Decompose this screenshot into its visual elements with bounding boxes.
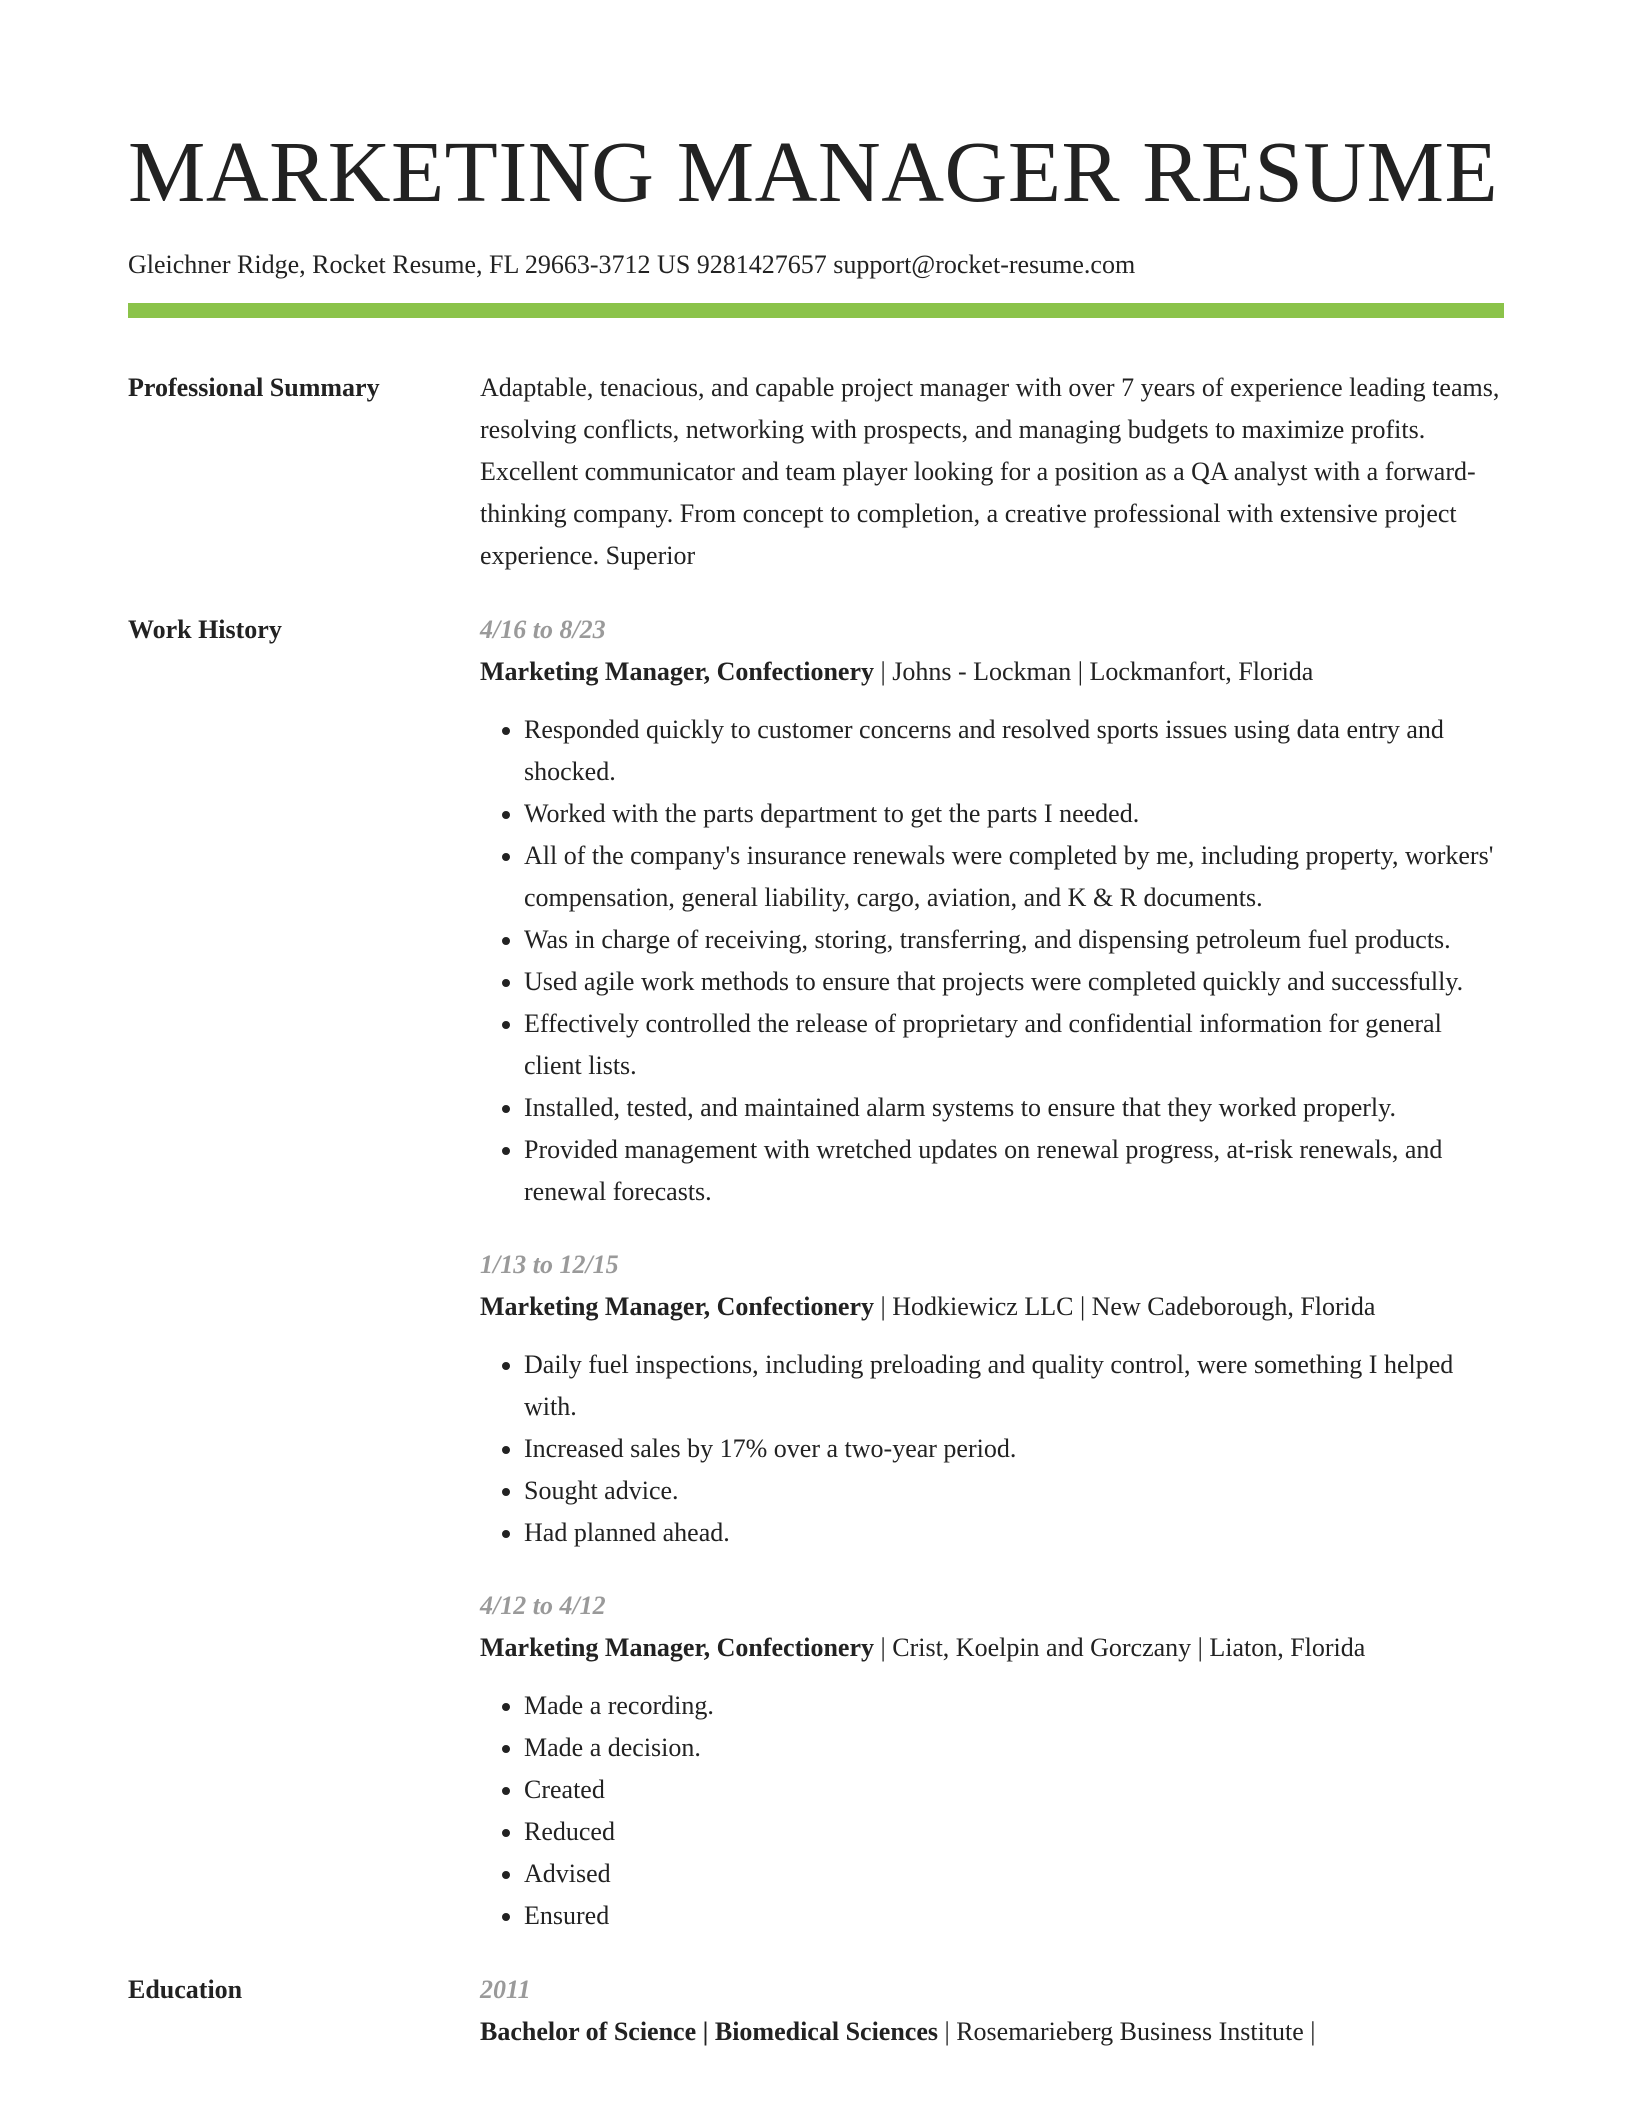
job-title: Marketing Manager, Confectionery: [480, 1292, 875, 1321]
contact-info: Gleichner Ridge, Rocket Resume, FL 29663-3712 US 9281427657 support@rocket-resume.com: [128, 250, 1136, 279]
header-divider: [128, 303, 1504, 318]
list-item: • Worked with the parts department to get the parts I needed.: [524, 793, 1504, 835]
education-section: [128, 1969, 1504, 2053]
job-title: Marketing Manager, Confectionery: [480, 1633, 875, 1662]
job-bullets: [480, 1685, 1504, 1937]
job-heading: [480, 1627, 1504, 1669]
list-item: • Installed, tested, and maintained alarm systems to ensure that they worked properly.: [524, 1087, 1504, 1129]
professional-summary-section: [128, 367, 1504, 577]
list-item: • Advised: [524, 1853, 1504, 1895]
list-item: • All of the company's insurance renewals were completed by me, including property, workers' compensation, general liability, cargo, aviation, and K & R documents.: [524, 835, 1504, 919]
job-employer-location: | Hodkiewicz LLC | New Cadeborough, Florida: [874, 1292, 1376, 1321]
job-heading: [480, 651, 1504, 693]
job-entry: [480, 1585, 1504, 1937]
list-item: • Made a recording.: [524, 1685, 1504, 1727]
resume-title: MARKETING MANAGER RESUME: [128, 123, 1499, 220]
list-item: • Responded quickly to customer concerns and resolved sports issues using data entry and shocked.: [524, 709, 1504, 793]
list-item: • Used agile work methods to ensure that projects were completed quickly and successfully.: [524, 961, 1504, 1003]
section-label-work: Work History: [128, 615, 282, 644]
job-entry: [480, 1244, 1504, 1554]
list-item: • Sought advice.: [524, 1470, 1504, 1512]
list-item: • Was in charge of receiving, storing, transferring, and dispensing petroleum fuel products.: [524, 919, 1504, 961]
list-item: • Created: [524, 1769, 1504, 1811]
job-entry: [480, 609, 1504, 1213]
job-dates: 4/12 to 4/12: [480, 1591, 606, 1620]
job-bullets: [480, 709, 1504, 1213]
work-history-section: [128, 609, 1504, 1937]
job-heading: [480, 1286, 1504, 1328]
education-heading: [480, 2011, 1504, 2053]
education-year: 2011: [480, 1975, 531, 2004]
list-item: • Daily fuel inspections, including preloading and quality control, were something I helped with.: [524, 1344, 1504, 1428]
work-history-body: [480, 609, 1504, 1937]
education-body: [480, 1969, 1504, 2053]
list-item: • Ensured: [524, 1895, 1504, 1937]
summary-text: Adaptable, tenacious, and capable project manager with over 7 years of experience leading teams, resolving conflicts, networking with prospects, and managing budgets to maximize profits. Excellent communicator and team player looking for a position as a QA analyst with a forward-thinking company. From concept to completion, a creative professional with extensive project experience. Superior: [480, 373, 1500, 570]
degree-title: Bachelor of Science | Biomedical Sciences: [480, 2017, 938, 2046]
job-employer-location: | Crist, Koelpin and Gorczany | Liaton, Florida: [874, 1633, 1366, 1662]
section-label-summary: Professional Summary: [128, 373, 380, 402]
job-dates: 1/13 to 12/15: [480, 1250, 619, 1279]
job-dates: 4/16 to 8/23: [480, 615, 606, 644]
list-item: • Increased sales by 17% over a two-year period.: [524, 1428, 1504, 1470]
school-name: | Rosemarieberg Business Institute |: [938, 2017, 1316, 2046]
job-bullets: [480, 1344, 1504, 1554]
list-item: • Made a decision.: [524, 1727, 1504, 1769]
list-item: • Had planned ahead.: [524, 1512, 1504, 1554]
list-item: • Provided management with wretched updates on renewal progress, at-risk renewals, and renewal forecasts.: [524, 1129, 1504, 1213]
list-item: • Reduced: [524, 1811, 1504, 1853]
job-employer-location: | Johns - Lockman | Lockmanfort, Florida: [874, 657, 1314, 686]
section-label-education: Education: [128, 1975, 243, 2004]
resume-page: [128, 120, 1504, 2053]
list-item: • Effectively controlled the release of proprietary and confidential information for general client lists.: [524, 1003, 1504, 1087]
job-title: Marketing Manager, Confectionery: [480, 657, 875, 686]
